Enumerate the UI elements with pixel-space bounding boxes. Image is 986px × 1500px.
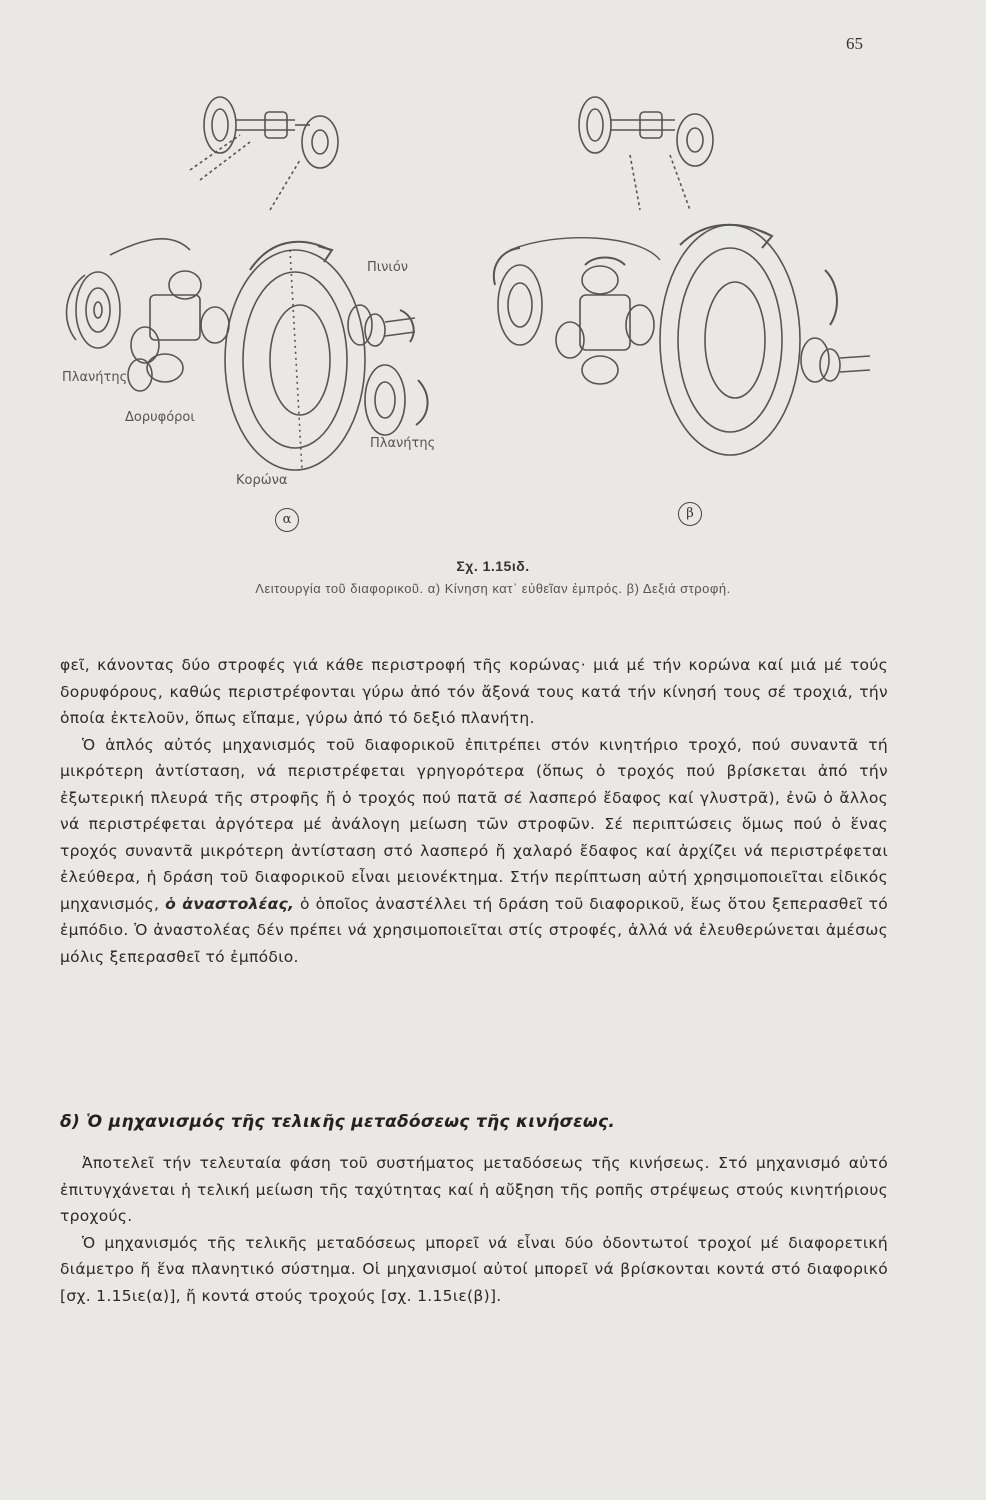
figure-caption-text: Λειτουργία τοῦ διαφορικοῦ. α) Κίνηση κατ᾽ εὐθεῖαν ἐμπρός. β) Δεξιά στροφή. — [255, 581, 731, 596]
axle-assembly-b — [579, 97, 713, 210]
figure-caption-number: Σχ. 1.15ιδ. — [456, 558, 530, 574]
paragraph-differential-function — [60, 732, 888, 971]
label-pinion: Πινιόν — [367, 260, 409, 275]
label-planet-right: Πλανήτης — [370, 436, 436, 451]
differential-figure — [40, 70, 920, 540]
body-text-lower — [60, 1150, 888, 1309]
page-number: 65 — [846, 34, 863, 53]
paragraph-continuation: φεῖ, κάνοντας δύο στροφές γιά κάθε περιστροφή τῆς κορώνας· μιά μέ τήν κορώνα καί μιά μέ τούς δορυφόρους, καθώς περιστρέφονται γύρω ἀπό τόν ἄξονά τους κατά τήν κίνησή τους σέ τροχιά, τήν ὁποία ἐκτελοῦν, ὅπως εἴπαμε, γύρω ἀπό τό δεξιό πλανήτη. — [60, 656, 888, 727]
label-satellites: Δορυφόροι — [125, 410, 195, 425]
crown-wheel-a — [225, 242, 365, 470]
paragraph-final-drive-intro: Ἀποτελεῖ τήν τελευταία φάση τοῦ συστήματος μεταδόσεως τῆς κινήσεως. Στό μηχανισμό αὐτό ἐπιτυγχάνεται ἡ τελική μείωση τῆς ταχύτητας καί ἡ αὔξηση τῆς ροπῆς στρέψεως στούς κινητήριους τροχούς. — [60, 1154, 888, 1225]
planet-gear-left-b — [494, 238, 660, 345]
label-planet-left: Πλανήτης — [62, 370, 128, 385]
satellite-gears-a — [128, 271, 229, 391]
section-heading-final-drive: δ) Ὁ μηχανισμός τῆς τελικῆς μεταδόσεως τῆς κινήσεως. — [60, 1112, 616, 1132]
label-crown: Κορώνα — [236, 473, 288, 488]
panel-a-marker: α — [275, 508, 299, 532]
planet-gear-right-a — [365, 365, 428, 435]
paragraph-differential-text: Ὁ ἁπλός αὐτός μηχανισμός τοῦ διαφορικοῦ ἐπιτρέπει στόν κινητήριο τροχό, πού συναντᾶ τή μικρότερη ἀντίσταση, νά περιστρέφεται γρηγορότερα (ὅπως ὁ τροχός πού βρίσκεται ἀπό τήν ἐξωτερική πλευρά τῆς στροφῆς ἤ ὁ τροχός πού πατᾶ σέ λασπερό ἔδαφος καί γλυστρᾶ), ἐνῶ ὁ ἄλλος νά περιστρέφεται ἀργότερα μέ ἀνάλογη μείωση τῶν στροφῶν. Σέ περιπτώσεις ὅμως πού ὁ ἕνας τροχός συναντᾶ μικρότερη ἀντίσταση στό λασπερό ἤ χαλαρό ἔδαφος καί ἀρχίζει νά περιστρέφεται ἐλεύθερα, ἡ δράση τοῦ διαφορικοῦ εἶναι μειονέκτημα. Στήν περίπτωση αὐτή χρησιμοποιεῖται εἰδικός μηχανισμός, — [60, 735, 888, 913]
body-text-upper — [60, 652, 888, 970]
pinion-b — [801, 338, 870, 382]
panel-b-marker: β — [678, 502, 702, 526]
term-anastoleas: ὁ ἀναστολέας, — [165, 894, 295, 913]
satellite-gears-b — [556, 258, 654, 385]
axle-assembly-a — [190, 97, 338, 210]
paragraph-final-drive-types: Ὁ μηχανισμός τῆς τελικῆς μεταδόσεως μπορεῖ νά εἶναι δύο ὀδοντωτοί τροχοί μέ διαφορετική διάμετρο ἤ ἕνα πλανητικό σύστημα. Οἱ μηχανισμοί αὐτοί μπορεῖ νά βρίσκονται κοντά στό διαφορικό [σχ. 1.15ιε(α)], ἤ κοντά στούς τροχούς [σχ. 1.15ιε(β)]. — [60, 1233, 888, 1305]
differential-drawing — [40, 70, 920, 540]
paragraph-differential-text-end: ὁ ὁποῖος ἀναστέλλει τή δράση τοῦ διαφορικοῦ, ἕως ὅτου ξεπερασθεῖ τό ἐμπόδιο. Ὁ ἀναστολέας δέν πρέπει νά χρησιμοποιεῖται στίς στροφές, ἀλλά νά ἐλευθερώνεται ἀμέσως μόλις ξεπερασθεῖ τό ἐμπόδιο. — [60, 894, 889, 966]
